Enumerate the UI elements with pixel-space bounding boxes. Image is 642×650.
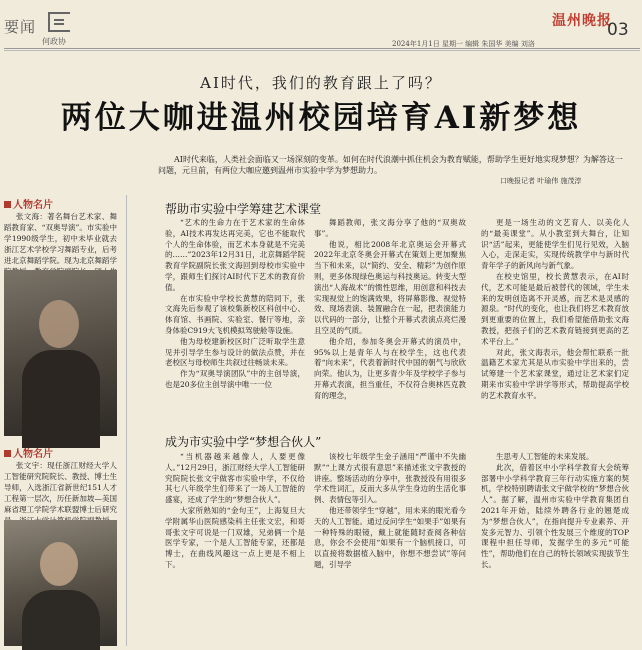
paragraph: 大家所熟知的“金句王”，上海复旦大学附属华山医院感染科主任张文宏，和哥哥张文宇可说是一门双雄，兄弟俩一个是医学专家，一个是人工智能专家，还都是博士，在曲线风趣这一点上更是不相上下。 (165, 505, 305, 569)
paragraph: 他为母校建新校区时广泛听取学生意见并引导学生参与设计的做法点赞，并在老校区与母校师生共叙过往畅谈未来。 (165, 336, 305, 368)
profile-title (4, 196, 53, 211)
paragraph: 他还带领学生“穿越”，用未来的眼光看今天的人工智能。通过反问学生“如果手”如果有一种特殊的眼镜，戴上就能随时查阅各种信息，你会不会使用“如果有一个脑机接口，可以直接将数据植入脑中，你想不想尝试”等问题，引导学 (314, 505, 466, 569)
square-bullet-icon (4, 450, 11, 457)
article-column (165, 452, 305, 642)
section-heading: 帮助市实验中学筹建艺术课堂 (165, 202, 322, 216)
portrait-photo (4, 270, 117, 436)
section-heading: 成为市实验中学“梦想合伙人” (165, 435, 322, 449)
column-logo-icon (48, 12, 70, 32)
paragraph: 在校史馆里，校长黄慧表示，在AI时代，艺术可能是最后被替代的领域，学生未来的发明创造离不开灵感，而艺术是灵感的源泉。“时代的变化，也让我们将艺术教育放到更重要的位置上，我们希望能借助张文海教授，把孩子们的艺术教育链接到更高的艺术平台上。” (481, 271, 629, 346)
profile-text: 张文海：著名舞台艺术家、舞蹈教育家、“双奥导演”。市实验中学1990级学生，初中未毕业就去浙江艺术学校学习舞蹈专业，后考进北京舞蹈学院。现为北京舞蹈学 (4, 212, 117, 265)
paragraph: 对此，张文海表示，他会帮忙联系一批温籍艺术家尤其是从市实验中学出来的，尝试筹建一个艺术家课堂，通过让艺术家们定期来市实验中学讲学等形式，帮助提高学校的艺术教育水平。 (481, 347, 629, 400)
header-rule (4, 48, 640, 49)
paragraph: “艺术的生命力在于艺术家的生命体验，AI技术再发达再完美，它也不能取代个人的生命体验，而艺术本身就是不完美的……”2023年12月31日，北京舞蹈学院教育学院副院长张文海回到母校市实验中学，跟师生们探讨AI时代下艺术的教育价值。 (165, 218, 305, 292)
lead-paragraph: AI时代来临，人类社会面临又一场深刻的变革。如何在时代浪潮中抓住机会为教育赋能，帮助学生更好地实现梦想？为解答这一问题，元旦前，有两位大咖应邀到温州市实验中学为梦想助力。 (158, 155, 623, 175)
article-column (314, 218, 466, 424)
paragraph: 此次，借着区中小学科学教育大会统筹部署中小学科学教育三年行动实施方案的契机，学校特别聘请张文宇做学校的“梦想合伙人”。据了解，温州市实验中学教育集团自2021年开始，陆续外聘各行业的翘楚成为“梦想合伙人”，在指向提升专业素养、开发多元智力、引领个性发展三个维度的TOP课程中担任导师，发掘学生的多元“可能性”，帮助他们在自己的特长领域实现拔节生长。 (481, 462, 629, 569)
profile-text: 张文宇：现任浙江财经大学人工智能研究院院长、教授、博士生导师，入选浙江省新世纪151人才工程第一层次，历任新加坡—美国麻省理工学院学术联盟博士后研究 (4, 461, 117, 514)
headline-subtitle: AI时代，我们的教育跟上了吗？ (200, 74, 442, 92)
square-bullet-icon (4, 201, 11, 208)
byline: 口晚报记者 叶瑜伟 施茂淳 (500, 177, 582, 185)
paragraph: 他说，相比2008年北京奥运会开幕式2022年北京冬奥会开幕式在策划上更加聚焦当下和未来，以“简约、安全、精彩”为创作原则，更多体现绿色奥运与科技奥运。转变大型演出“人海战术”的惯性思维，用创意和科技去实现视觉上的饱满效果，将屏幕影像、视觉特效、现场表演、装置融合在一起，把表演能力以代码的一部分，让整个开幕式表演点亮烂漫且空灵的气质。 (314, 239, 466, 335)
section-label: 要闻 (4, 18, 37, 36)
paragraph: 他介绍，参加冬奥会开幕式的演员中，95%以上是青年人与在校学生，这也代表着“向未来”，代表着新时代中国的朝气与欣欣向荣。他认为，让更多青少年及学校学子参与开幕式表演，担当重任，不仅符合奥林匹克教育的理念， (314, 336, 466, 400)
date-line: 2024年1月1日 星期一 编辑 朱国华 美编 刘洛 (392, 40, 535, 48)
profile-title (4, 445, 53, 460)
article-column (481, 218, 629, 424)
paragraph: 作为“双奥导演团队”中的主创导演，也是20多位主创导演中唯一一位 (165, 369, 305, 389)
article-column (165, 218, 305, 424)
paragraph: 在市实验中学校长黄慧的陪同下，张文海先后参观了该校集新校区科创中心、体育馆、书画院、实验室、餐厅等地，亲身体验C919大飞机模拟驾驶舱等设施。 (165, 293, 305, 335)
paragraph: 该校七年级学生金子涵用“严谨中不失幽默”“上课方式很有意思”来描述张文宇教授的讲座。整场活动的分享中，张教授没有用很多学术性词汇，反而大多从学生身边的生活化事例、表情包等引入。 (314, 452, 466, 505)
profile-title-text: 人物名片 (13, 449, 53, 460)
paragraph: 生思考人工智能的未来发展。 (496, 452, 594, 461)
paragraph: 更是一场生动的文艺育人、以美化人的“最美课堂”。从小教室到大舞台，让知识“活”起来，更能使学生们见行见效，入脑入心，走深走实，实现传统教学中与新时代青年学子的新风向与新气象。 (481, 218, 629, 271)
column-divider (126, 195, 127, 646)
article-column (481, 452, 629, 642)
paragraph: “当机器越来越像人，人要更像人。”12月29日，浙江财经大学人工智能研究院院长张文宇做客市实验中学，不仅给其七八年级学生们带来了一场人工智能的盛宴，还成了学生的“梦想合伙人”。 (165, 452, 305, 505)
paragraph: 舞蹈教师，张文海分享了他的“双奥故事”。 (314, 218, 466, 238)
page-number: 03 (607, 20, 629, 40)
column-tag: 何政协 (42, 37, 66, 46)
headline-title: 两位大咖进温州校园培育AI新梦想 (60, 100, 582, 136)
portrait-photo (4, 520, 117, 646)
header-rule-secondary (4, 50, 640, 51)
newspaper-name: 温州晚报 (552, 13, 612, 29)
profile-title-text: 人物名片 (13, 200, 53, 211)
article-column (314, 452, 466, 642)
